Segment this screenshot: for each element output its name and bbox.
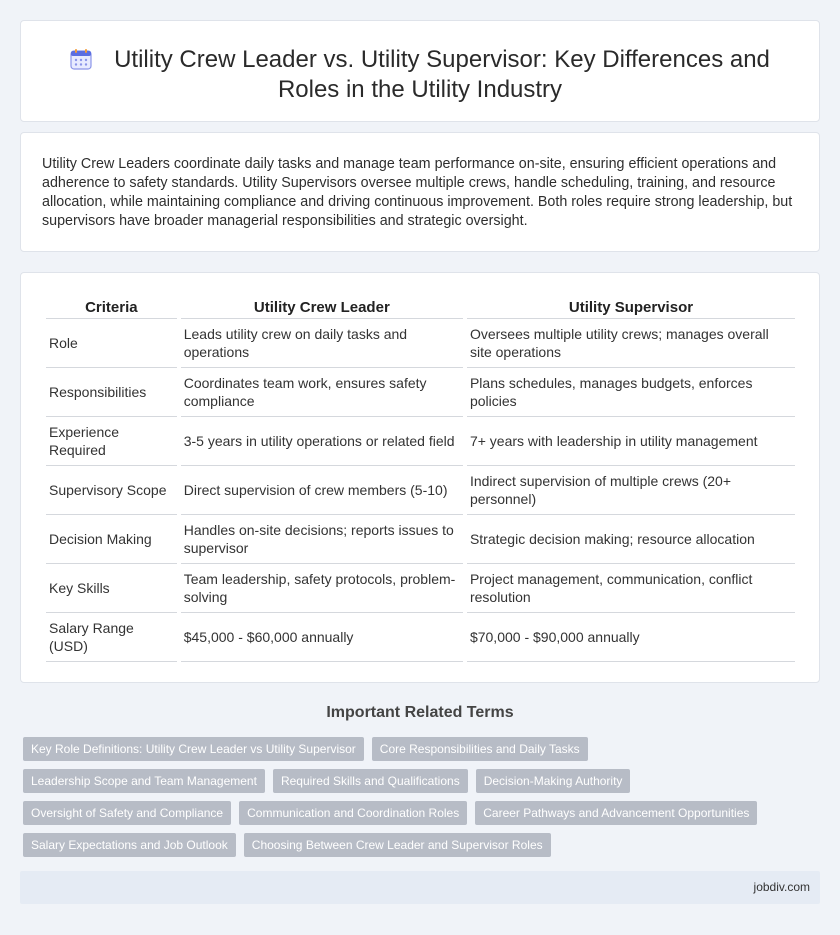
related-terms-heading: Important Related Terms bbox=[326, 704, 514, 721]
supervisor-cell: Project management, communication, conflict resolution bbox=[467, 564, 795, 613]
table-row bbox=[46, 368, 795, 417]
related-term-tag[interactable]: Decision-Making Authority bbox=[476, 769, 631, 793]
table-row bbox=[46, 466, 795, 515]
crew-leader-cell: Handles on-site decisions; reports issues to supervisor bbox=[181, 515, 463, 564]
table-row bbox=[46, 515, 795, 564]
related-term-tag[interactable]: Oversight of Safety and Compliance bbox=[23, 801, 231, 825]
title-card bbox=[20, 20, 820, 122]
crew-leader-cell: Coordinates team work, ensures safety compliance bbox=[181, 368, 463, 417]
supervisor-cell: $70,000 - $90,000 annually bbox=[467, 613, 795, 662]
related-term-tag[interactable]: Required Skills and Qualifications bbox=[273, 769, 468, 793]
related-term-tag[interactable]: Salary Expectations and Job Outlook bbox=[23, 833, 236, 857]
supervisor-cell: Plans schedules, manages budgets, enforces policies bbox=[467, 368, 795, 417]
criteria-cell: Role bbox=[46, 319, 177, 368]
criteria-cell: Experience Required bbox=[46, 417, 177, 466]
calendar-icon bbox=[70, 48, 92, 70]
crew-leader-cell: $45,000 - $60,000 annually bbox=[181, 613, 463, 662]
title-line-2: Roles in the Utility Industry bbox=[277, 76, 563, 103]
criteria-cell: Salary Range (USD) bbox=[46, 613, 177, 662]
related-term-tag[interactable]: Core Responsibilities and Daily Tasks bbox=[372, 737, 588, 761]
comparison-card bbox=[20, 272, 820, 683]
related-term-tag[interactable]: Communication and Coordination Roles bbox=[239, 801, 467, 825]
header-crew-leader: Utility Crew Leader bbox=[181, 295, 463, 319]
table-row bbox=[46, 417, 795, 466]
table-row bbox=[46, 613, 795, 662]
related-term-tag[interactable]: Choosing Between Crew Leader and Supervisor Roles bbox=[244, 833, 551, 857]
page-title bbox=[21, 45, 819, 105]
footer-site-link[interactable]: jobdiv.com bbox=[753, 880, 810, 894]
footer bbox=[20, 871, 820, 904]
supervisor-cell: Indirect supervision of multiple crews (20+ personnel) bbox=[467, 466, 795, 515]
criteria-cell: Decision Making bbox=[46, 515, 177, 564]
related-terms-list bbox=[23, 737, 783, 857]
crew-leader-cell: Team leadership, safety protocols, problem-solving bbox=[181, 564, 463, 613]
table-row bbox=[46, 319, 795, 368]
intro-card bbox=[20, 132, 820, 252]
title-line-1: Utility Crew Leader vs. Utility Supervisor: Key Differences and bbox=[114, 46, 770, 73]
supervisor-cell: Oversees multiple utility crews; manages overall site operations bbox=[467, 319, 795, 368]
supervisor-cell: Strategic decision making; resource allocation bbox=[467, 515, 795, 564]
related-term-tag[interactable]: Key Role Definitions: Utility Crew Leader vs Utility Supervisor bbox=[23, 737, 364, 761]
table-row bbox=[46, 564, 795, 613]
crew-leader-cell: Leads utility crew on daily tasks and operations bbox=[181, 319, 463, 368]
table-header-row bbox=[46, 295, 795, 319]
header-criteria: Criteria bbox=[46, 295, 177, 319]
comparison-table bbox=[42, 295, 799, 662]
header-supervisor: Utility Supervisor bbox=[467, 295, 795, 319]
criteria-cell: Key Skills bbox=[46, 564, 177, 613]
related-term-tag[interactable]: Leadership Scope and Team Management bbox=[23, 769, 265, 793]
intro-paragraph: Utility Crew Leaders coordinate daily tasks and manage team performance on-site, ensuring efficient operations and adherence to safety standards. Utility Supervisors oversee multiple crews, handle scheduling, training, and resource allocation, while maintaining compliance and driving continuous improvement. Both roles require strong leadership, but supervisors have broader managerial responsibilities and strategic oversight. bbox=[42, 156, 793, 229]
criteria-cell: Responsibilities bbox=[46, 368, 177, 417]
crew-leader-cell: 3-5 years in utility operations or related field bbox=[181, 417, 463, 466]
crew-leader-cell: Direct supervision of crew members (5-10) bbox=[181, 466, 463, 515]
supervisor-cell: 7+ years with leadership in utility management bbox=[467, 417, 795, 466]
related-term-tag[interactable]: Career Pathways and Advancement Opportunities bbox=[475, 801, 757, 825]
criteria-cell: Supervisory Scope bbox=[46, 466, 177, 515]
